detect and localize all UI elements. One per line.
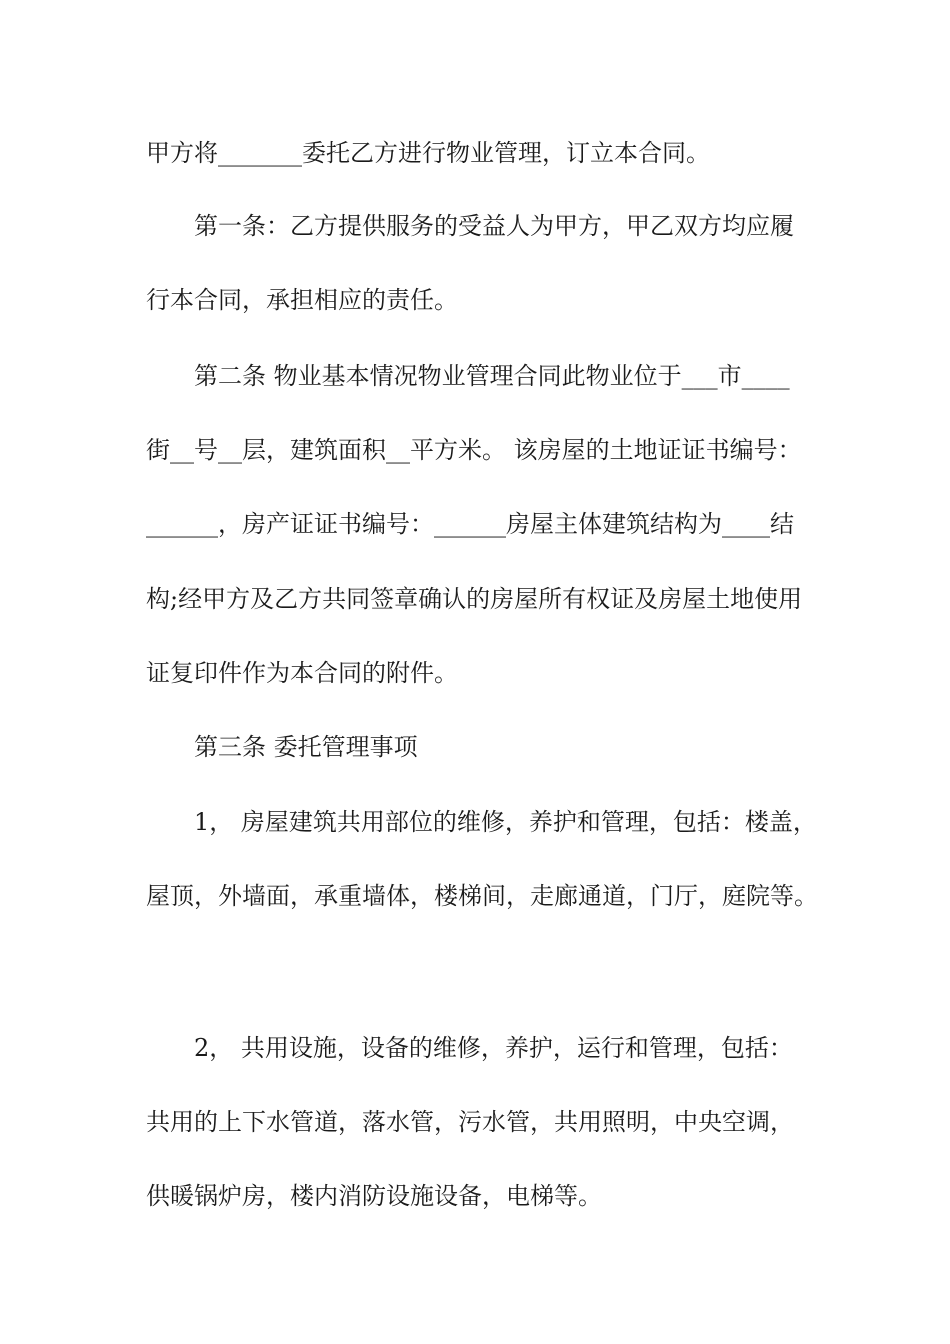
item-2-line-1: 2， 共用设施，设备的维修，养护，运行和管理，包括： — [194, 1034, 793, 1062]
article-2-line-1: 第二条 物业基本情况物业管理合同此物业位于___市____ — [194, 362, 790, 390]
item-2-line-3: 供暖锅炉房，楼内消防设施设备，电梯等。 — [146, 1182, 602, 1210]
paragraph-intro: 甲方将_______委托乙方进行物业管理，订立本合同。 — [146, 139, 710, 167]
article-2-line-5: 证复印件作为本合同的附件。 — [146, 659, 458, 687]
article-2-line-4: 构;经甲方及乙方共同签章确认的房屋所有权证及房屋土地使用 — [146, 585, 803, 613]
article-3-heading: 第三条 委托管理事项 — [194, 733, 418, 761]
item-1-line-1: 1， 房屋建筑共用部位的维修，养护和管理，包括：楼盖， — [194, 808, 817, 836]
article-1-line-1: 第一条：乙方提供服务的受益人为甲方，甲乙双方均应履 — [194, 212, 794, 240]
item-1-line-2: 屋顶，外墙面，承重墙体，楼梯间，走廊通道，门厅，庭院等。 — [146, 882, 818, 910]
article-2-line-3: ______，房产证证书编号：______房屋主体建筑结构为____结 — [146, 510, 794, 538]
article-2-line-2: 街__号__层，建筑面积__平方米。 该房屋的土地证证书编号： — [146, 436, 802, 464]
item-2-line-2: 共用的上下水管道，落水管，污水管，共用照明，中央空调， — [146, 1108, 794, 1136]
article-1-line-2: 行本合同，承担相应的责任。 — [146, 286, 458, 314]
